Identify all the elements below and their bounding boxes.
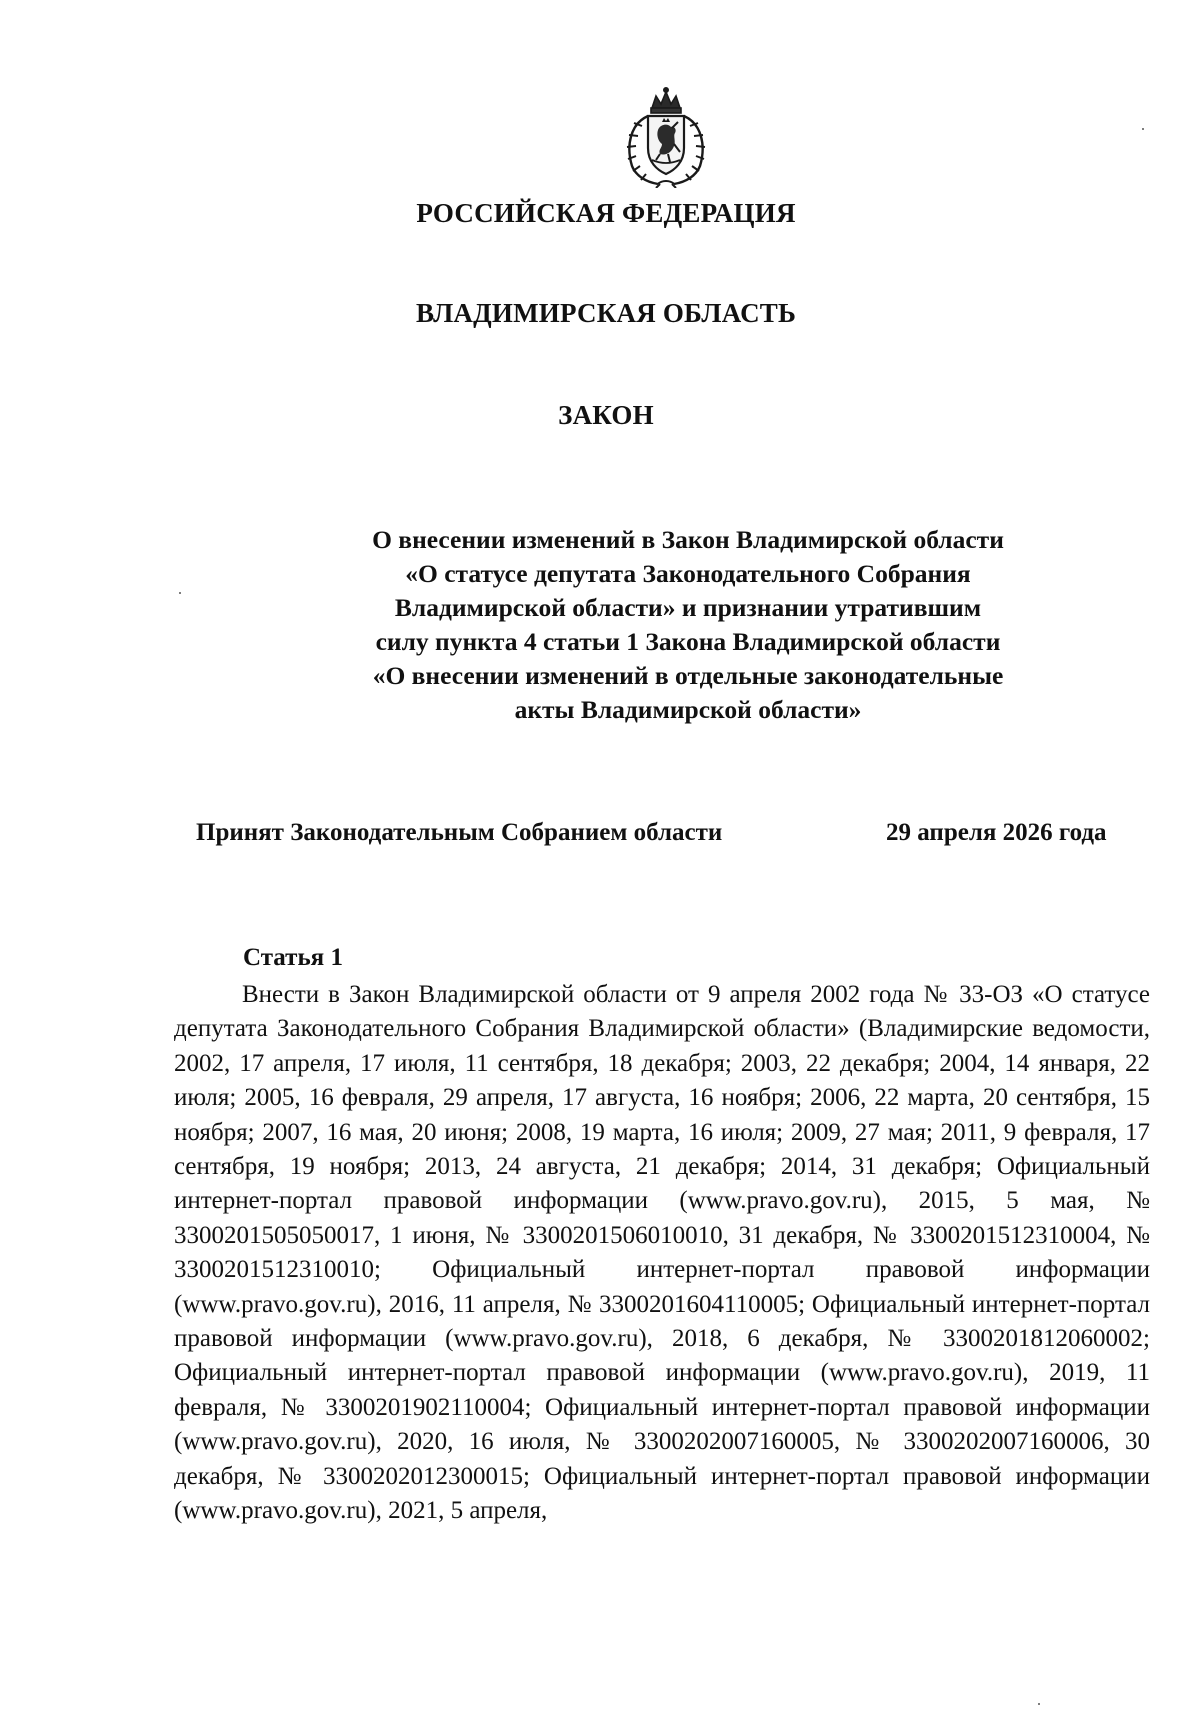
scan-speck	[179, 592, 181, 594]
document-type-heading: ЗАКОН	[558, 400, 654, 430]
scan-speck	[1038, 1703, 1040, 1705]
article-heading: Статья 1	[243, 944, 343, 971]
article-body-text: Внести в Закон Владимирской области от 9 апреля 2002 года № 33-ОЗ «О статусе депутата Законодательного Собрания Владимирской области» (Владимирские ведомости, 2002, 17 апреля, 17 июля, 11 сентября, 18 декабря; 2003, 22 декабря; 2004, 14 января, 22 июля; 2005, 16 февраля, 29 апреля, 17 августа, 16 ноября; 2006, 22 марта, 20 сентября, 15 ноября; 2007, 16 мая, 20 июня; 2008, 19 марта, 16 июля; 2009, 27 мая; 2011, 9 февраля, 17 сентября, 19 ноября; 2013, 24 августа, 21 декабря; 2014, 31 декабря; Официальный интернет-портал правовой информации (www.pravo.gov.ru), 2015, 5 мая, № 3300201505050017, 1 июня, № 3300201506010010, 31 декабря, № 3300201512310004, № 3300201512310010; Официальный интернет-портал правовой информации (www.pravo.gov.ru), 2016, 11 апреля, № 3300201604110005; Официальный интернет-портал правовой информации (www.pravo.gov.ru), 2018, 6 декабря, № 3300201812060002; Официальный интернет-портал правовой информации (www.pravo.gov.ru), 2019, 11 февраля, № 3300201902110004; Официальный интернет-портал правовой информации (www.pravo.gov.ru), 2020, 16 июля, № 3300202007160005, № 3300202007160006, 30 декабря, № 3300202012300015; Официальный интернет-портал правовой информации (www.pravo.gov.ru), 2021, 5 апреля,	[174, 981, 1150, 1525]
region-heading: ВЛАДИМИРСКАЯ ОБЛАСТЬ	[415, 298, 797, 328]
adoption-label: Принят Законодательным Собранием области	[196, 819, 723, 846]
country-heading: РОССИЙСКАЯ ФЕДЕРАЦИЯ	[416, 198, 796, 228]
coat-of-arms-icon	[618, 86, 714, 188]
law-title: О внесении изменений в Закон Владимирской области «О статусе депутата Законодательного Собрания Владимирской области» и признании утратившим силу пункта 4 статьи 1 Закона Владимирской области «О внесении изменений в отдельные законодательные акты Владимирской области»	[372, 525, 1004, 724]
scan-speck	[1142, 128, 1144, 130]
adoption-date: 29 апреля 2026 года	[886, 819, 1107, 846]
